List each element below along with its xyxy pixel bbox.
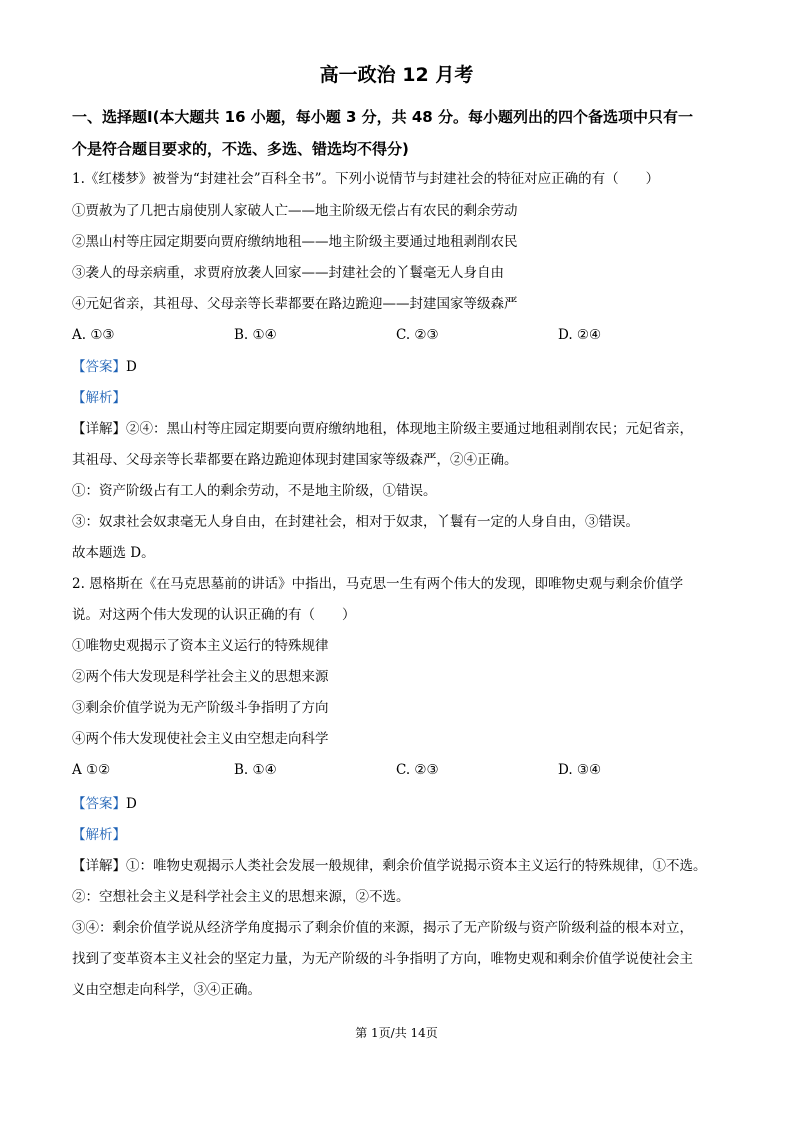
q2-detail-text-1: ①：唯物史观揭示人类社会发展一般规律，剩余价值学说揭示资本主义运行的特殊规律，①不选。 <box>126 858 707 874</box>
q2-detail-line-4: 找到了变革资本主义社会的坚定力量，为无产阶级的斗争指明了方向，唯物史观和剩余价值学说使社会主 <box>72 951 693 967</box>
q1-detail-line-2: 其祖母、父母亲等长辈都要在路边跪迎体现封建国家等级森严，②④正确。 <box>72 452 518 468</box>
q2-answer-tag: 【答案】 <box>72 796 126 812</box>
q2-item-3: ③剩余价值学说为无产阶级斗争指明了方向 <box>72 700 329 716</box>
q1-answer <box>72 357 732 377</box>
q2-analysis <box>72 825 732 845</box>
page-footer: 第 1页/共 14页 <box>355 1026 438 1040</box>
q1-stem: 1.《红楼梦》被誉为“封建社会”百科全书”。下列小说情节与封建社会的特征对应正确的有（ ） <box>72 171 660 187</box>
q1-option-a: A. ①③ <box>72 327 115 343</box>
q2-detail-line-3: ③④：剩余价值学说从经济学角度揭示了剩余价值的来源，揭示了无产阶级与资产阶级利益的根本对立， <box>72 920 693 936</box>
q1-detail-tag: 【详解】 <box>72 421 126 437</box>
q1-item-4: ④元妃省亲，其祖母、父母亲等长辈都要在路边跪迎——封建国家等级森严 <box>72 296 518 312</box>
q2-detail-line-2: ②：空想社会主义是科学社会主义的思想来源，②不选。 <box>72 889 410 905</box>
q1-detail-line-4: ③：奴隶社会奴隶毫无人身自由，在封建社会，相对于奴隶，丫鬟有一定的人身自由，③错误。 <box>72 514 639 530</box>
q1-detail-line-1 <box>72 419 732 439</box>
q2-analysis-tag: 【解析】 <box>72 827 126 843</box>
q1-item-3: ③袭人的母亲病重，求贾府放袭人回家——封建社会的丫鬟毫无人身自由 <box>72 265 504 281</box>
q2-answer <box>72 794 732 814</box>
section-heading-line-1: 一、选择题Ⅰ(本大题共 16 小题，每小题 3 分，共 48 分。每小题列出的四个备选项中只有一 <box>72 108 693 126</box>
q1-option-b: B. ①④ <box>234 327 277 343</box>
section-heading-line-2: 个是符合题目要求的，不选、多选、错选均不得分) <box>72 140 409 158</box>
q1-option-d: D. ②④ <box>558 327 602 343</box>
q2-stem-line-1: 2. 恩格斯在《在马克思墓前的讲话》中指出，马克思一生有两个伟大的发现，即唯物史观与剩余价值学 <box>72 576 684 592</box>
q1-detail-line-5: 故本题选 D。 <box>72 545 155 561</box>
q2-item-2: ②两个伟大发现是科学社会主义的思想来源 <box>72 669 329 685</box>
q1-answer-tag: 【答案】 <box>72 359 126 375</box>
q2-detail-tag: 【详解】 <box>72 858 126 874</box>
q1-item-2: ②黑山村等庄园定期要向贾府缴纳地租——地主阶级主要通过地租剥削农民 <box>72 234 518 250</box>
q1-answer-value: D <box>126 359 137 375</box>
q2-option-c: C. ②③ <box>396 762 439 778</box>
q2-detail-line-5: 义由空想走向科学，③④正确。 <box>72 982 261 998</box>
q2-item-1: ①唯物史观揭示了资本主义运行的特殊规律 <box>72 638 329 654</box>
q2-option-d: D. ③④ <box>558 762 602 778</box>
q1-option-c: C. ②③ <box>396 327 439 343</box>
q1-analysis <box>72 388 732 408</box>
q2-item-4: ④两个伟大发现使社会主义由空想走向科学 <box>72 731 329 747</box>
q1-detail-line-3: ①：资产阶级占有工人的剩余劳动，不是地主阶级，①错误。 <box>72 483 437 499</box>
q2-option-a: A ①② <box>72 762 111 778</box>
q2-answer-value: D <box>126 796 137 812</box>
page-title: 高一政治 12 月考 <box>319 64 474 86</box>
q1-item-1: ①贾赦为了几把古扇使別人家破人亡——地主阶级无偿占有农民的剩余劳动 <box>72 203 518 219</box>
q1-analysis-tag: 【解析】 <box>72 390 126 406</box>
q2-option-b: B. ①④ <box>234 762 277 778</box>
q1-detail-text-1: ②④：黑山村等庄园定期要向贾府缴纳地租，体现地主阶级主要通过地租剥削农民；元妃省亲， <box>126 421 693 437</box>
q2-detail-line-1 <box>72 856 732 876</box>
q2-stem-line-2: 说。对这两个伟大发现的认识正确的有（ ） <box>72 607 356 623</box>
